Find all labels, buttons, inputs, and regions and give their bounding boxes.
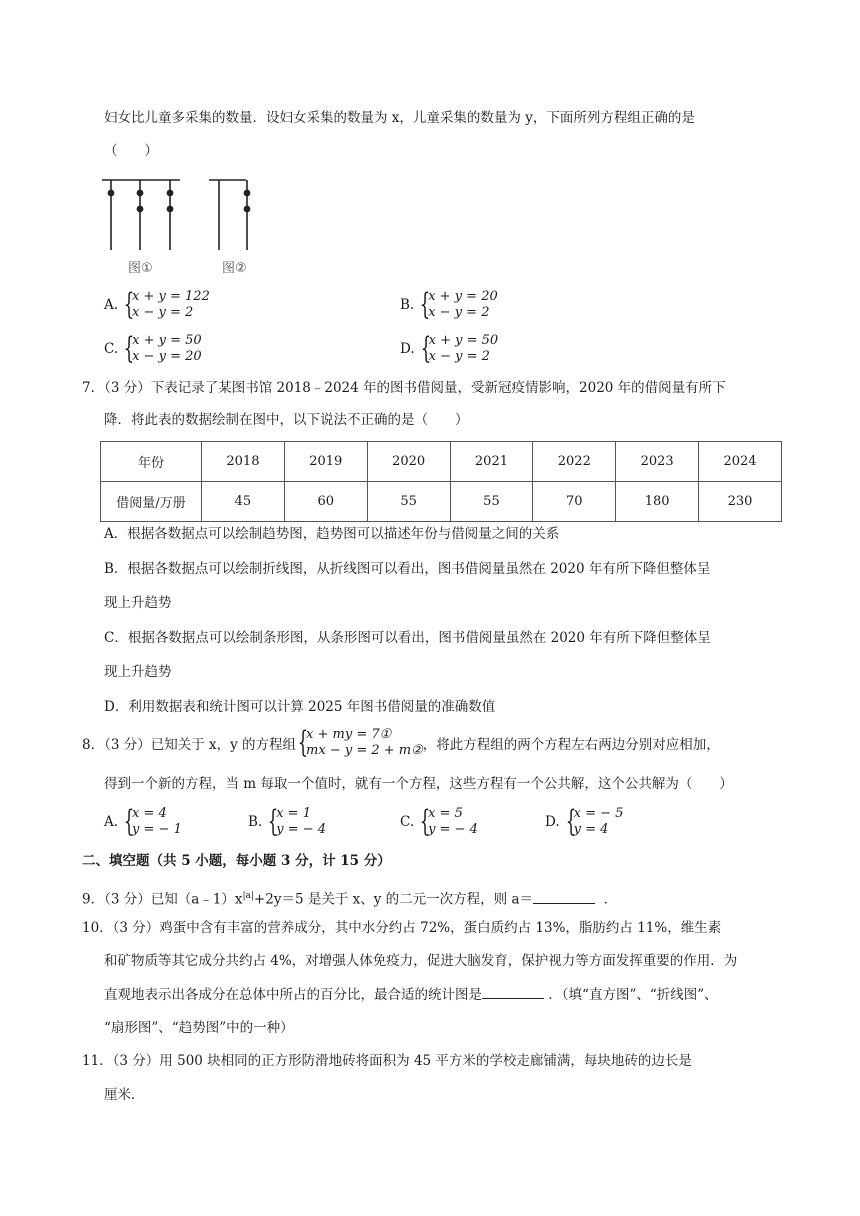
q7-text-line1: 7．（3 分）下表记录了某图书馆 2018﹣2024 年的图书借阅量，受新冠疫情影响，2020 年的借阅量有所下 [82,380,726,396]
q8-text-line2: 得到一个新的方程，当 m 每取一个值时，就有一个方程，这些方程有一个公共解，这个公共解为（ ） [104,776,733,792]
q8-option-c[interactable]: C. { x = 5 y = − 4 [400,804,478,839]
q8-option-d[interactable]: D. { x = − 5 y = 4 [545,804,624,839]
table-cell: 60 [284,482,367,522]
q7-option-d[interactable]: D．利用数据表和统计图可以计算 2025 年图书借阅量的准确数值 [104,699,496,715]
q7-option-c-line1[interactable]: C．根据各数据点可以绘制条形图，从条形图可以看出，图书借阅量虽然在 2020 年有所下降但整体呈 [104,630,711,646]
table-cell: 55 [367,482,450,522]
q6-text-line1: 妇女比儿童多采集的数量．设妇女采集的数量为 x，儿童采集的数量为 y，下面所列方程组正确的是 [104,110,695,126]
q7-text-line2: 降．将此表的数据绘制在图中，以下说法不正确的是（ ） [104,412,469,428]
q8-option-b[interactable]: B. { x = 1 y = − 4 [248,804,327,839]
table-cell: 2020 [367,442,450,482]
q9-answer-blank[interactable] [533,889,595,904]
q10-text-line2: 和矿物质等其它成分共约占 4%，对增强人体免疫力，促进大脑发育，保护视力等方面发挥重要的作用．为 [104,953,738,969]
table-cell: 230 [699,482,782,522]
section-2-heading: 二、填空题（共 5 小题，每小题 3 分，计 15 分） [82,853,391,869]
row-header-year: 年份 [101,442,202,482]
figure-2-caption: 图② [222,261,247,276]
q8-equation-system: x + my = 7① mx − y = 2 + m② [306,727,423,758]
q8-text-line1: 8．（3 分）已知关于 x，y 的方程组 { x + my = 7① mx − y = 2 + m② ，将此方程组的两个方程左右两边分别对应相加， [82,725,720,760]
q6-option-d[interactable]: D. { x + y = 50 x − y = 2 [400,331,499,366]
q7-option-c-line2: 现上升趋势 [104,664,172,680]
q10-text-line1: 10．（3 分）鸡蛋中含有丰富的营养成分，其中水分约占 72%，蛋白质约占 13%，脂肪约占 11%，维生素 [82,920,722,936]
q11-text-line1: 11．（3 分）用 500 块相同的正方形防滑地砖将面积为 45 平方米的学校走廊铺满，每块地砖的边长是 [82,1053,692,1069]
table-cell: 2019 [284,442,367,482]
q7-option-b-line1[interactable]: B．根据各数据点可以绘制折线图，从折线图可以看出，图书借阅量虽然在 2020 年有所下降但整体呈 [104,561,711,577]
table-cell: 70 [533,482,616,522]
table-cell: 2022 [533,442,616,482]
q6-text-line2: （ ） [104,143,158,159]
q8-option-a[interactable]: A. { x = 4 y = − 1 [104,804,182,839]
table-row [101,482,782,522]
q9-text: 9．（3 分）已知$(a﹣1)x^{|a|}+2y=5$ 是关于 x、y 的二元一次方程，则 a＝ ． [82,886,617,910]
q6-option-a[interactable]: A. { x + y = 122 x − y = 2 [104,287,210,322]
table-cell: 45 [202,482,285,522]
table-cell: 55 [450,482,533,522]
figure-1-caption: 图① [128,261,153,276]
q11-text-line2: 厘米． [104,1087,145,1103]
q6-option-b[interactable]: B. { x + y = 20 x − y = 2 [400,287,498,322]
table-row [101,442,782,482]
q10-text-line3: 直观地表示出各成分在总体中所占的百分比，最合适的统计图是 ．（填“直方图”、“折线图”、 [104,984,718,1005]
row-header-volume: 借阅量/万册 [101,482,202,522]
q10-text-line4: “扇形图”、“趋势图”中的一种） [104,1020,294,1036]
table-cell: 2021 [450,442,533,482]
table-cell: 2024 [699,442,782,482]
q7-option-a[interactable]: A．根据各数据点可以绘制趋势图，趋势图可以描述年份与借阅量之间的关系 [104,526,560,542]
q10-answer-blank[interactable] [482,984,544,999]
table-cell: 180 [616,482,699,522]
table-cell: 2018 [202,442,285,482]
q7-option-b-line2: 现上升趋势 [104,595,172,611]
q6-option-c[interactable]: C. { x + y = 50 x − y = 20 [104,331,202,366]
table-cell: 2023 [616,442,699,482]
q7-data-table [100,441,782,522]
